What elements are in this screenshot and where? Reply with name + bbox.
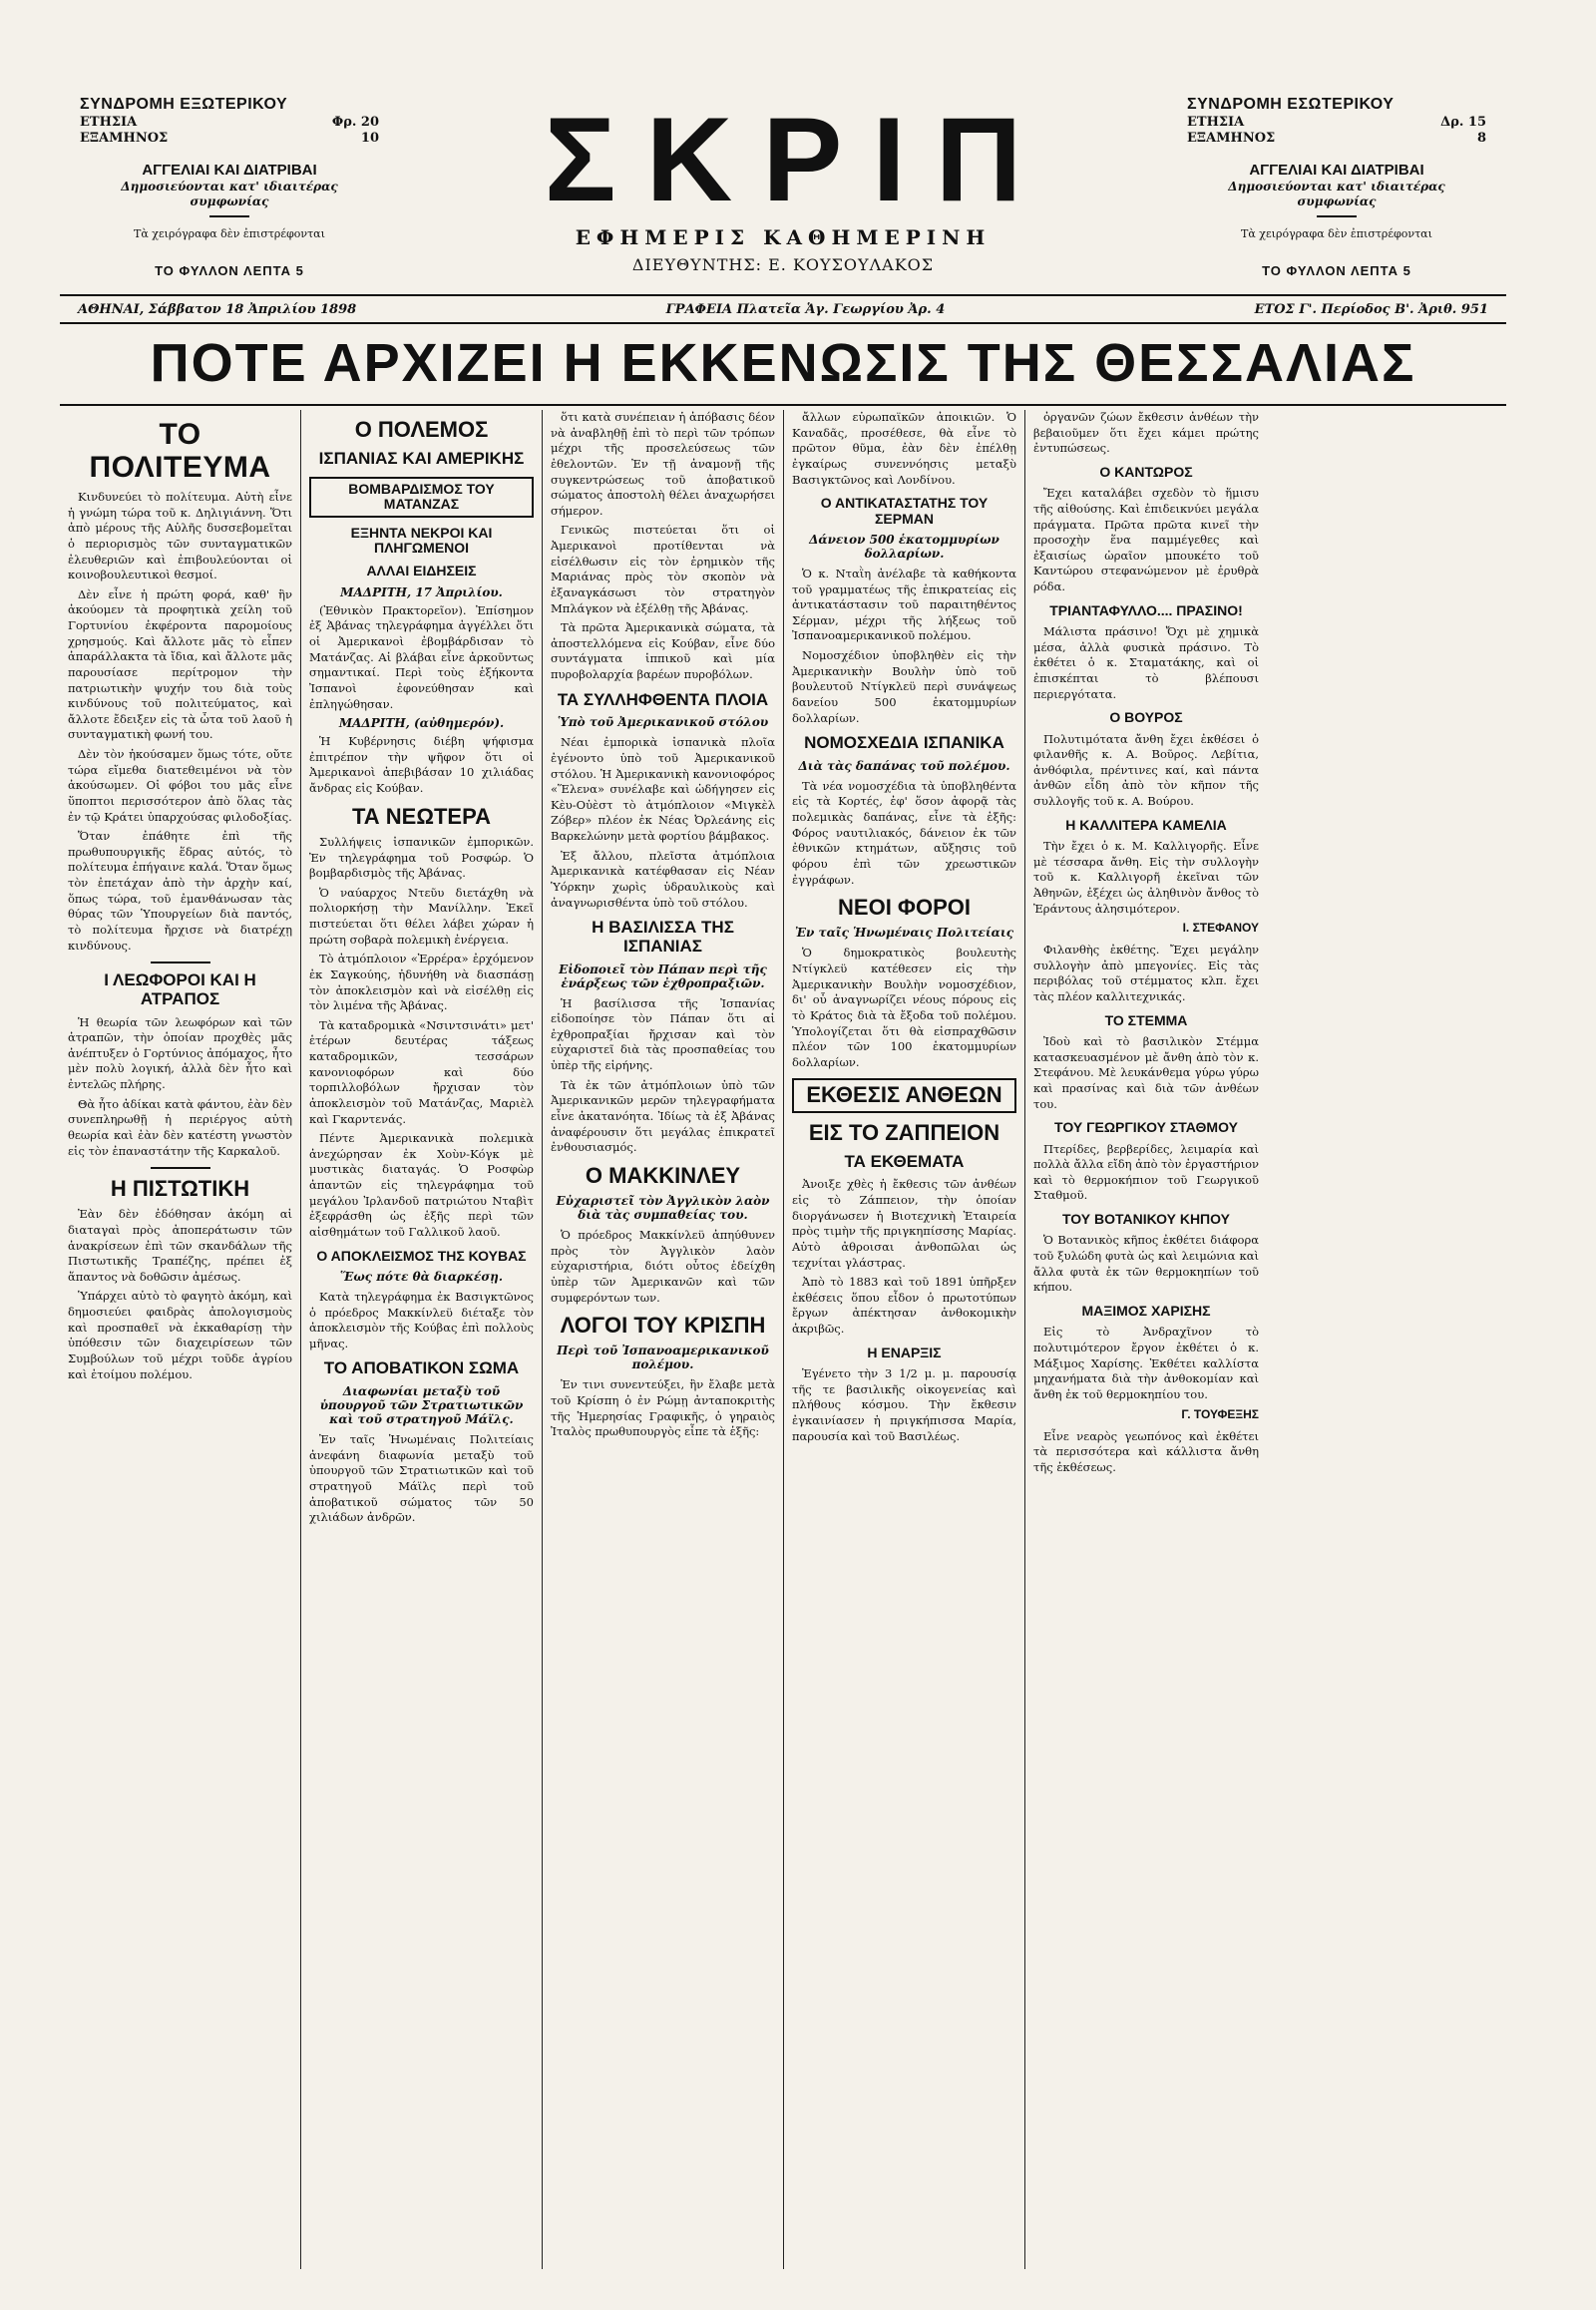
foreign-annual-value: Φρ. 20 [331,115,379,130]
article-subtitle: ΤΑ ΕΚΘΕΜΑΤΑ [844,1151,965,1171]
article-title: Ο ΠΟΛΕΜΟΣ [354,417,489,442]
domestic-annual-value: Δρ. 15 [1440,115,1486,130]
article-title: ΕΚΘΕΣΙΣ ΑΝΘΕΩΝ [792,1078,1016,1112]
article-title: Ο ΜΑΚΚΙΝΛΕΥ [585,1162,741,1188]
article-title: Ο ΑΠΟΚΛΕΙΣΜΟΣ ΤΗΣ ΚΟΥΒΑΣ [316,1247,527,1264]
paragraph: Ὁ δημοκρατικὸς βουλευτὴς Ντίγκλεϋ κατέθεσεν εἰς τὴν Ἀμερικανικὴν Βουλὴν νομοσχέδιον, δι' οὗ ἀναγνωρίζει νέους πόρους εἰς τὸ Κράτος διὰ τὰ ἔξοδα τοῦ πολέμου. Ὑπολογίζεται ὅτι θὰ εἰσπραχθῶσιν πλέον τῶν 100 ἑκατομμυρίων δολλαρίων. [792,946,1016,1069]
foreign-semester-label: ΕΞΑΜΗΝΟΣ [80,131,169,147]
paragraph: Εἶνε νεαρὸς γεωπόνος καὶ ἐκθέτει τὰ περισσότερα καὶ κάλλιστα ἄνθη τῆς ἐκθέσεως. [1033,1428,1259,1474]
paragraph: ἄλλων εὐρωπαϊκῶν ἀποικιῶν. Ὁ Καναδᾶς, προσέθεσε, θὰ εἶνε τὸ πρῶτον θῦμα, ἐὰν δὲν ἐπέλθῃ ἐγκαίρως συνεννόησις μεταξὺ Βασιγκτῶνος καὶ Λονδίνου. [792,410,1016,487]
logo-title: ΣΚΡΙΠ [544,93,1052,226]
article-subtitle: Περὶ τοῦ Ἰσπανοαμερικανικοῦ πολέμου. [557,1344,769,1372]
article-title: ΛΟΓΟΙ ΤΟΥ ΚΡΙΣΠΗ [560,1313,766,1339]
article-title: Ο ΑΝΤΙΚΑΤΑΣΤΑΤΗΣ ΤΟΥ ΣΕΡΜΑΝ [820,495,989,527]
domestic-annual-label: ΕΤΗΣΙΑ [1187,115,1245,130]
paragraph: Ὁ ναύαρχος Ντεῦυ διετάχθη νὰ πολιορκήσῃ τὴν Μανίλλην. Ἐκεῖ πιστεύεται ὅτι θέλει λάβει χώραν ἡ πρώτη σοβαρὰ πολεμικὴ ἐνέργεια. [309,885,534,947]
paragraph: Τὰ καταδρομικὰ «Νσιντσινάτι» μετ' ἑτέρων δευτέρας τάξεως καταδρομικῶν, τεσσάρων κανονιοφόρων καὶ δύο τορπιλλοβόλων ἤρχισαν τὸν ἀποκλεισμὸν τοῦ Ματάνζας, Μαριὲλ καὶ Γκαρντενάς. [309,1017,534,1126]
paragraph: Δὲν εἶνε ἡ πρώτη φορά, καθ' ἣν ἀκούομεν τὰ προφητικὰ χείλη τοῦ Γορτυνίου ἐκφέροντα παρομοίους χρησμούς. Καὶ ἄλλοτε μᾶς τὸ εἶπεν ἀπαράλλακτα τὰ ἴδια, καὶ ἄλλοτε μᾶς παρουσίασε περίτρομον τὴν πατριωτικὴν ψυχήν του διὰ τοὺς κινδύνους τοῦ πολιτεύματος, καὶ ἄλλοτε ἔδειξεν εἰς τὰ ὦτα τοῦ λαοῦ ἡ συνταγματικὴ φωνή του. [68,586,292,742]
author-signature: Ι. ΣΤΕΦΑΝΟΥ [1182,921,1259,936]
domestic-semester-label: ΕΞΑΜΗΝΟΣ [1187,131,1276,147]
main-headline: ΠΟΤΕ ΑΡΧΙΖΕΙ Η ΕΚΚΕΝΩΣΙΣ ΤΗΣ ΘΕΣΣΑΛΙΑΣ [150,333,1416,393]
section-title: ΤΟΥ ΓΕΩΡΓΙΚΟΥ ΣΤΑΘΜΟΥ [1054,1119,1238,1136]
paragraph: Τὴν ἔχει ὁ κ. Μ. Καλλιγορῆς. Εἶνε μὲ τέσσαρα ἄνθη. Εἰς τὴν συλλογὴν τοῦ κ. Καλλιγορῆ ἐκεῖναι τῶν Ἀθηνῶν, ἐξέχει ὡς ἀληθινὸν ἄνθος τὸ Ἐράντους ἀλησιμότερον. [1033,839,1259,916]
domestic-subscription-title: ΣΥΝΔΡΟΜΗ ΕΣΩΤΕΡΙΚΟΥ [1187,96,1395,113]
article-subtitle: Δάνειον 500 ἑκατομμυρίων δολλαρίων. [809,532,999,561]
headline-rule [60,404,1506,406]
article-subtitle: Ἕως πότε θὰ διαρκέσῃ. [339,1269,504,1284]
logo-director: ΔΙΕΥΘΥΝΤΗΣ: Ε. ΚΟΥΣΟΥΛΑΚΟΣ [631,255,935,274]
paragraph: ὀργανῶν ζώων ἔκθεσιν ἀνθέων τὴν βεβαιοῦμεν ὅτι ἔχει κάμει πρώτης ἐντυπώσεως. [1033,410,1259,456]
paragraph: Συλλήψεις ἰσπανικῶν ἐμπορικῶν. Ἐν τηλεγράφημα τοῦ Ροσφώρ. Ὁ βομβαρδισμὸς τῆς Ἀβάνας. [309,834,534,881]
paragraph: Μάλιστα πράσινο! Ὄχι μὲ χημικὰ μέσα, ἀλλὰ φυσικὰ πράσινο. Τὸ ἐκθέτει ὁ κ. Σταματάκης, καὶ οἱ ἐπισκέπται τὸ βλέπουσι περιεργότατα. [1033,624,1259,701]
domestic-semester-row [1187,131,1486,147]
article-title: ΕΙΣ ΤΟ ΖΑΠΠΕΙΟΝ [808,1119,1000,1145]
paragraph: Τὰ πρῶτα Ἀμερικανικὰ σώματα, τὰ ἀποστελλόμενα εἰς Κούβαν, εἶνε δύο συντάγματα ἱππικοῦ καὶ μία πυροβολαρχία βαρέων πυροβόλων. [551,620,775,681]
foreign-ads-heading: ΑΓΓΕΛΙΑΙ ΚΑΙ ΔΙΑΤΡΙΒΑΙ [142,161,317,179]
foreign-annual-row [80,115,379,131]
paragraph: Ὑπάρχει αὐτὸ τὸ φαγητὸ ἀκόμη, καὶ δημοσιεύει φαιδρὰς ἀπολογισμοὺς καὶ προσπαθεῖ νὰ ἐκκαθαρίσῃ τὴν ὑπόθεσιν τῶν διαχειρίσεων τῶν Συμβούλων τοῦ μέχρι τοῦδε ἀγρίου καὶ ἐτοίμου πολέμου. [68,1289,292,1381]
domestic-semester-value: 8 [1476,131,1486,147]
domestic-ads-line: Δημοσιεύονται κατ' ιδιαιτέρας συμφωνίας [1228,180,1445,209]
article-subtitle: Διὰ τὰς δαπάνας τοῦ πολέμου. [798,758,1010,773]
issue-date: ΑΘΗΝΑΙ, Σάββατον 18 Ἀπριλίου 1898 [78,301,357,317]
author-signature: Γ. ΤΟΥΦΕΞΗΣ [1181,1406,1259,1421]
paragraph: Εἰς τὸ Ἀνδραχῖνον τὸ πολυτιμότερον ἔργον ἐκθέτει ὁ κ. Μάξιμος Χαρίσης. Ἐκθέτει καλλίστα μηχανήματα διὰ τὴν ἀνθοκομίαν καὶ ἄνθη ἐκ τοῦ θερμοκηπίου του. [1033,1325,1259,1401]
domestic-subscription-box [1187,95,1486,279]
newspaper-logo [489,93,1077,274]
article-subtitle: Ἐν ταῖς Ἡνωμέναις Πολιτείαις [794,926,1013,941]
section-title: Η ΚΑΛΛΙΤΕΡΑ ΚΑΜΕΛΙΑ [1065,816,1227,833]
paragraph: Ἰδοὺ καὶ τὸ βασιλικὸν Στέμμα κατασκευασμένον μὲ ἄνθη ἀπὸ τὸν κ. Στεφάνου. Μὲ λευκάνθεμα γύρω γύρω καὶ πρασίνας καὶ διὰ τῶν ἀνθέων του. [1033,1034,1259,1111]
article-title: Ι ΛΕΩΦΟΡΟΙ ΚΑΙ Η ΑΤΡΑΠΟΣ [104,970,256,1008]
paragraph: Κινδυνεύει τὸ πολίτευμα. Αὐτὴ εἶνε ἡ γνώμη τώρα τοῦ κ. Δηλιγιάννη. Ὅτι ἀπὸ μέρους τῆς Αὐλῆς δυσσεβομεῖται ὁ περιορισμὸς τῶν συνταγματικῶν ἐλευθεριῶν καὶ ἐπιβουλεύονται οἱ κοινοβουλευτικοὶ θεσμοί. [68,490,292,582]
paragraph: Θὰ ἦτο ἀδίκαι κατὰ φάντου, ἐὰν δὲν συνεπληρωθῇ ἡ περιέργος αὐτὴ θεωρία καὶ ἐὰν δὲν κατέστη γνωστὸν εἰς τὸν ἐπαναστάτην τῆς Καρκαλοῦ. [68,1096,292,1158]
article-subtitle: Η ΕΝΑΡΞΙΣ [867,1344,942,1360]
paragraph: Ἐν ταῖς Ἡνωμέναις Πολιτείαις ἀνεφάνη διαφωνία μεταξὺ τοῦ ὑπουργοῦ τῶν Στρατιωτικῶν καὶ τοῦ στρατηγοῦ Μάϊλς περὶ τοῦ ἀποβατικοῦ σώματος τῶν 50 χιλιάδων ἀνδρῶν. [309,1432,534,1525]
article-title: ΝΕΟΙ ΦΟΡΟΙ [838,895,971,921]
news-dateline: ΜΑΔΡΙΤΗ, 17 Ἀπριλίου. [340,584,503,599]
column-5 [1025,410,1267,2269]
paragraph: ὅτι κατὰ συνέπειαν ἡ ἀπόβασις δέον νὰ ἀναβληθῇ ἐπὶ τὸ περὶ τῶν τρόπων μέχρι τῆς προσελεύσεως τῶν ἐθελοντῶν. Ἐν τῇ ἀναμονῇ τῆς συγκεντρώσεως τοῦ ἀποβατικοῦ σώματος ἀποστολὴ θέλει ἀναχωρήσει σήμερον. [551,410,775,518]
article-title: Η ΠΙΣΤΩΤΙΚΗ [110,1176,250,1202]
paragraph: Ὁ πρόεδρος Μακκίνλεϋ ἀπηύθυνεν πρὸς τὸν Ἀγγλικὸν λαὸν εὐχαριστήρια, διότι οὗτος ἐδείχθη ὑπὲρ τῶν Ἀμερικανῶν καὶ τῶν συμφερόντων των. [551,1228,775,1305]
article-title: ΤΟ ΠΟΛΙΤΕΥΜΑ [89,418,271,484]
section-title: ΜΑΞΙΜΟΣ ΧΑΡΙΣΗΣ [1081,1302,1211,1319]
paragraph: Γενικῶς πιστεύεται ὅτι οἱ Ἀμερικανοὶ προτίθενται νὰ εἰσέλθωσιν εἰς τὸν ἐρημικὸν τῆς Μαριάνας πρὸς τὸν σκοπὸν νὰ ἐξαναγκάσωσι τὸν στρατηγὸν Μπλάγκον νὰ ἐξέλθῃ τῆς Ἀβάνας. [551,523,775,615]
paragraph: Ὁ κ. Νταῒη ἀνέλαβε τὰ καθήκοντα τοῦ γραμματέως τῆς ἐπικρατείας εἰς ἀντικατάστασιν τοῦ παραιτηθέντος Σέρμαν, μέχρι τῆς λήξεως τοῦ Ἰσπανοαμερικανικοῦ πολέμου. [792,566,1016,643]
article-subtitle: ΑΛΛΑΙ ΕΙΔΗΣΕΙΣ [366,563,477,579]
paragraph: Νομοσχέδιον ὑποβληθὲν εἰς τὴν Ἀμερικανικὴν Βουλὴν ὑπὸ τοῦ βουλευτοῦ Ντίγκλεϋ περὶ συνάψεως δανείου 500 ἑκατομμυρίων δολλαρίων. [792,648,1016,725]
paragraph: Πολυτιμότατα ἄνθη ἔχει ἐκθέσει ὁ φιλανθῆς κ. Α. Βοῦρος. Λεβίτια, ἀνθόφιλα, πρέντινες καί, καὶ πάντα ἀνθῶν εἶδη ἀπὸ τὸν κῆπον τῆς συλλογῆς τοῦ κ. Α. Βούρου. [1033,731,1259,809]
article-subtitle: Εἰδοποιεῖ τὸν Πάπαν περὶ τῆς ἐνάρξεως τῶν ἐχθροπραξιῶν. [559,962,767,990]
dateline-bar [60,294,1506,324]
domestic-manuscripts-note: Τὰ χειρόγραφα δὲν ἐπιστρέφονται [1241,227,1432,241]
paragraph: Δὲν τὸν ἠκούσαμεν ὅμως τότε, οὔτε τώρα εἴμεθα διατεθειμένοι νὰ τὸν ἀκούσωμεν. Οἱ φόβοι του μᾶς εἶνε ὕποπτοι περισσότερον ἀπὸ ὅλας τὰς ἐν τῷ Κράτει ὑπαρχούσας φιλοδοξίας. [68,747,292,824]
foreign-annual-label: ΕΤΗΣΙΑ [80,115,138,130]
divider [151,962,210,963]
paragraph: Ἀνοιξε χθὲς ἡ ἔκθεσις τῶν ἀνθέων εἰς τὸ Ζάππειον, τὴν ὁποίαν διοργάνωσεν ἡ Βιοτεχνικὴ Ἑταιρεία πρὸς τιμὴν τῆς πριγκηπίσσης Μαρίας. Αὐτὸ ἀθροισαι ἀνθοπῶλαι ὡς τεχνίται γλάστρας. [792,1177,1016,1270]
paragraph: Τὸ ἀτμόπλοιον «Ἐρρέρα» ἐρχόμενον ἐκ Σαγκούης, ἠδυνήθη νὰ διασπάσῃ τὸν ἀποκλεισμὸν καὶ νὰ εἰσέλθῃ εἰς τὸν λιμένα τῆς Ἀβάνας. [309,952,534,1013]
article-subtitle: ΒΟΜΒΑΡΔΙΣΜΟΣ ΤΟΥ ΜΑΤΑΝΖΑΣ [309,477,534,518]
paragraph: Κατὰ τηλεγράφημα ἐκ Βασιγκτῶνος ὁ πρόεδρος Μακκίνλεϋ διέταξε τὸν ἀποκλεισμὸν τῆς Κούβας ἐπὶ πολλοὺς μῆνας. [309,1289,534,1350]
foreign-semester-row [80,131,379,147]
article-title: ΝΟΜΟΣΧΕΔΙΑ ΙΣΠΑΝΙΚΑ [804,733,1004,753]
article-title: ΤΟ ΑΠΟΒΑΤΙΚΟΝ ΣΩΜΑ [323,1358,520,1378]
foreign-subscription-title: ΣΥΝΔΡΟΜΗ ΕΞΩΤΕΡΙΚΟΥ [80,96,288,113]
foreign-ads-line: Δημοσιεύονται κατ' ιδιαιτέρας συμφωνίας [121,180,338,209]
section-title: ΤΟ ΣΤΕΜΜΑ [1104,1011,1188,1028]
paragraph: Ὅταν ἐπάθητε ἐπὶ τῆς πρωθυπουργικῆς ἕδρας αὐτός, τὸ πολίτευμα ἐπήγαινε καλά. Ὅταν ὅμως τὸν ἐπετάχαν ἀπὸ τὴν ἀρχὴν καί, ὅπως τώρα, τοῦ ἐμανθάνωσαν τὰς θύρας τῶν Ὑπουργείων διὰ παντός, τὸ πολίτευμα ἤρχισε νὰ διατρέχῃ κινδύνους. [68,829,292,953]
column-3 [543,410,784,2269]
article-columns [60,410,1506,2269]
divider [209,215,249,217]
domestic-ads-heading: ΑΓΓΕΛΙΑΙ ΚΑΙ ΔΙΑΤΡΙΒΑΙ [1249,161,1424,179]
column-1 [60,410,301,2269]
article-subtitle: Διαφωνίαι μεταξὺ τοῦ ὑπουργοῦ τῶν Στρατιωτικῶν καὶ τοῦ στρατηγοῦ Μάϊλς. [319,1384,524,1427]
article-title: Η ΒΑΣΙΛΙΣΣΑ ΤΗΣ ΙΣΠΑΝΙΑΣ [592,918,734,956]
logo-subtitle: ΕΦΗΜΕΡΙΣ ΚΑΘΗΜΕΡΙΝΗ [575,225,992,249]
divider [151,1167,210,1169]
paragraph: Ἐὰν δὲν ἐδόθησαν ἀκόμη αἱ διαταγαὶ πρὸς ἀποπεράτωσιν τῶν ἀνακρίσεων ἐπὶ τῶν σκανδάλων τῆς Πιστωτικῆς Τραπέζης, πρέπει ἐξ ἅπαντος νὰ δοθῶσιν ἀμέσως. [68,1207,292,1284]
office-address: ΓΡΑΦΕΙΑ Πλατεῖα Ἁγ. Γεωργίου Ἀρ. 4 [665,301,946,317]
newspaper-page [60,95,1506,2269]
article-subtitle: Εὐχαριστεῖ τὸν Ἀγγλικὸν λαὸν διὰ τὰς συμπαθείας του. [556,1194,770,1222]
paragraph: Τὰ νέα νομοσχέδια τὰ ὑποβληθέντα εἰς τὰ Κορτές, ἐφ' ὅσον ἀφορᾷ τὰς πολεμικὰς δαπάνας, εἶνε τὰ ἑξῆς: Φόρος ναυτιλιακός, δάνειον ἐκ τῶν ἐθνικῶν κτημάτων, αὔξησις τοῦ φόρου ἐπὶ τῶν χρεωστικῶν ἐγγράφων. [792,778,1016,887]
masthead [60,95,1506,284]
section-title: ΤΡΙΑΝΤΑΦΥΛΛΟ.... ΠΡΑΣΙΝΟ! [1049,601,1243,618]
foreign-manuscripts-note: Τὰ χειρόγραφα δὲν ἐπιστρέφονται [134,227,325,241]
article-title: ΤΑ ΝΕΩΤΕΡΑ [351,803,492,829]
paragraph: Νέαι ἐμπορικὰ ἰσπανικὰ πλοῖα ἐγένοντο ὑπὸ τοῦ Ἀμερικανικοῦ στόλου. Ἡ Ἀμερικανικὴ κανονιοφόρος «Ἕλενα» συνέλαβε καὶ ὡδήγησεν εἰς Κὲυ-Οὐὲστ τὸ ἀτμόπλοιον «Μιγκὲλ Ζόβερ» πλέον ἐκ Νέας Ὀρλεάνης εἰς Βαρκελώνην μετὰ φορτίου βάμβακος. [551,735,775,844]
column-4 [784,410,1025,2269]
domestic-price: ΤΟ ΦΥΛΛΟΝ ΛΕΠΤΑ 5 [1262,263,1411,278]
section-title: Ο ΚΑΝΤΩΡΟΣ [1099,463,1193,480]
paragraph: Ἐξ ἄλλου, πλεῖστα ἀτμόπλοια Ἀμερικανικὰ κατέφθασαν εἰς Νέαν Ὑόρκην χωρὶς ὑδραυλικοὺς καὶ ἀναγνωρισθέντα ὑπὸ τοῦ στόλου. [551,848,775,910]
paragraph: Πτερίδες, βερβερίδες, λειμαρία καὶ πολλὰ ἄλλα εἴδη ἀπὸ τὸν ἐργαστήριον καὶ τὸ θερμοκήπιον τοῦ Γεωργικοῦ Σταθμοῦ. [1033,1141,1259,1203]
paragraph: Ἐγένετο τὴν 3 1/2 μ. μ. παρουσίᾳ τῆς τε βασιλικῆς οἰκογενείας καὶ πλήθους κόσμου. Τὴν ἔκθεσιν ἐγκαινίασεν ἡ πριγκήπισσα Μαρία, παρουσία καὶ τοῦ Βασιλέως. [792,1366,1016,1443]
section-title: Ο ΒΟΥΡΟΣ [1109,709,1183,726]
foreign-subscription-box [80,95,379,279]
issue-number: ΕΤΟΣ Γ'. Περίοδος Β'. Ἀριθ. 951 [1254,301,1488,317]
paragraph: Τὰ ἐκ τῶν ἀτμόπλοιων ὑπὸ τῶν Ἀμερικανικῶν μερῶν τηλεγραφήματα εἶνε ἀκατανόητα. Ἰδίως τὰ ἐξ Ἀβάνας ἀναφέρουσιν ὅτι μεγάλας ἐπικρατεῖ ἐνθουσιασμός. [551,1077,775,1155]
article-subtitle: ΕΞΗΝΤΑ ΝΕΚΡΟΙ ΚΑΙ ΠΛΗΓΩΜΕΝΟΙ [350,524,493,557]
paragraph: Ἐν τινι συνεντεύξει, ἣν ἔλαβε μετὰ τοῦ Κρίσπη ὁ ἐν Ρώμῃ ἀνταποκριτὴς τῆς Ἡμερησίας Γραφικῆς, ὁ γηραιὸς Ἰταλὸς πρωθυπουργὸς εἶπε τὰ ἑξῆς: [551,1377,775,1439]
paragraph: Ἡ βασίλισσα τῆς Ἰσπανίας εἰδοποίησε τὸν Πάπαν ὅτι αἱ ἐχθροπραξίαι ἤρχισαν καὶ τὸν εὐχαριστεῖ διὰ τὰς προσπαθείας του ὑπὲρ τῆς εἰρήνης. [551,995,775,1073]
section-title: ΤΟΥ ΒΟΤΑΝΙΚΟΥ ΚΗΠΟΥ [1061,1211,1230,1228]
paragraph: Ἡ Κυβέρνησις διέβη ψήφισμα ἐπιτρέπον τὴν ψῆφον ὅτι οἱ Ἀμερικανοὶ ἀπεβιβάσαν 10 χιλιάδας ἄνδρας εἰς Κούβαν. [309,734,534,796]
paragraph: Φιλανθὴς ἐκθέτης. Ἔχει μεγάλην συλλογὴν ἀπὸ μπεγονίες. Εἰς τὰς περιβόλας τοῦ στέμματος κλπ. ἔχει τὰς πλέον καλλιτεχνικάς. [1033,943,1259,1004]
paragraph: Ἡ θεωρία τῶν λεωφόρων καὶ τῶν ἀτραπῶν, τὴν ὁποίαν προχθὲς μᾶς ἀνέπτυξεν ὁ Γορτύνιος ἀπόμαχος, ἦτο μὲν πολὺ λογική, ἀλλὰ δὲν ἦτο καὶ ἐντελῶς πλήρης. [68,1014,292,1091]
article-subtitle: Ὑπὸ τοῦ Ἀμερικανικοῦ στόλου [557,715,769,730]
domestic-annual-row [1187,115,1486,131]
paragraph: (Ἐθνικὸν Πρακτορεῖον). Ἐπίσημον ἐξ Ἀβάνας τηλεγράφημα ἀγγέλλει ὅτι οἱ Ἀμερικανοὶ ἐβομβάρδισαν τὸ Ματάνζας. Αἱ βλάβαι εἶνε ἀρκοῦντως σημαντικαί. Περὶ τοὺς ἑξήκοντα Ἰσπανοὶ ἐφονεύθησαν καὶ ἐπληγώθησαν. [309,602,534,711]
divider [1317,215,1357,217]
article-title: ΙΣΠΑΝΙΑΣ ΚΑΙ ΑΜΕΡΙΚΗΣ [318,449,525,469]
foreign-price: ΤΟ ΦΥΛΛΟΝ ΛΕΠΤΑ 5 [155,263,304,278]
paragraph: Ἀπὸ τὸ 1883 καὶ τοῦ 1891 ὑπῆρξεν ἐκθέσεις ὅπου εἶδον ὁ πρωτοτύπων ἔργων ἀπέκτησαν ἀνθοκομικὴν ἀκριβῶς. [792,1275,1016,1337]
article-title: ΤΑ ΣΥΛΛΗΦΘΕΝΤΑ ΠΛΟΙΑ [557,689,769,709]
paragraph: Ὁ Βοτανικὸς κῆπος ἐκθέτει διάφορα τοῦ ξυλώδη φυτὰ ὡς καὶ λειμώνια καὶ ἄλλα φυτὰ ἐκ τῶν θερμοκηπίων τοῦ κήπου. [1033,1233,1259,1295]
foreign-semester-value: 10 [360,131,379,147]
news-dateline: ΜΑΔΡΙΤΗ, (αὐθημερόν). [338,716,505,731]
paragraph: Πέντε Ἀμερικανικὰ πολεμικὰ ἀνεχώρησαν ἐκ Χοὺν-Κόγκ μὲ μυστικὰς διαταγάς. Ὁ Ροσφὼρ ἀπαντῶν εἰς τηλεγράφημα τοῦ μεγάλου Ἰρλανδοῦ πατριώτου Νταβὶτ ἐξεφράσθη ὡς ἑξῆς περὶ τῶν αἰσθημάτων τοῦ Γαλλικοῦ λαοῦ. [309,1131,534,1239]
paragraph: Ἔχει καταλάβει σχεδὸν τὸ ἥμισυ τῆς αἰθούσης. Καὶ ἐπιδεικνύει μεγάλα πράγματα. Πρῶτα πρῶτα κινεῖ τὴν προσοχὴν ἕνα παμμέγεθες καὶ ἐξαισίως ὡραῖον μπουκέτο τοῦ Καντώρου στεφανώμενον μὲ ἐρυθρὰ ρόδα. [1033,486,1259,594]
column-2 [301,410,543,2269]
